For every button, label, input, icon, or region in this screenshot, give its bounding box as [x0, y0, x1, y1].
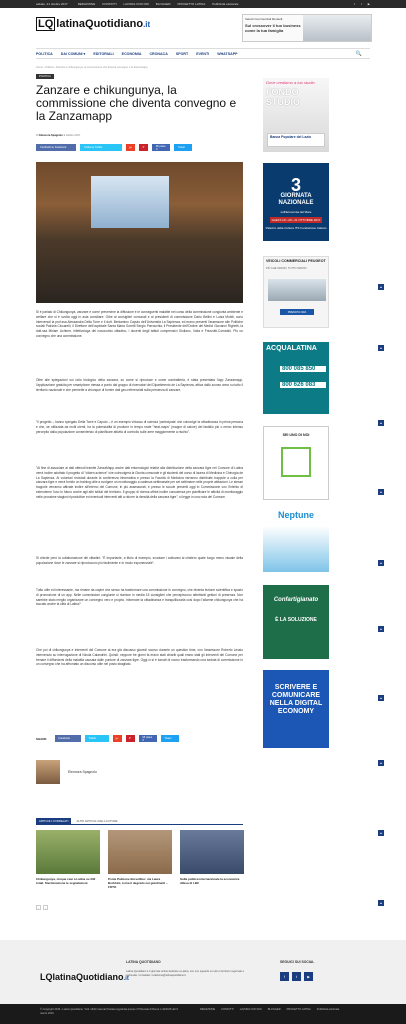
ad3-title: VEICOLI COMMERCIALI PEUGEOT [266, 259, 326, 263]
scroll-up-button[interactable]: ▲ [379, 696, 383, 700]
paragraph-7: Che poi di chikungunya e interventi del Comune ai era già discusso giovedì scorso durante un question time, con l'assessore Roberto Lessio intervenuto su interrogazione di Nicola Calandrini. Quindi, neppure tre giorni fa erano stati chiariti quali erano stati gli interventi del Comune per frenare il diffondersi della malattia causata dalle punture di zanzara tigre. Oggi ci si è tornati di nuovo trasformando una seduta di commissione in un convegno che ha affrontato un discorso utile nel posto sbagliato. [36, 648, 243, 667]
ad1-bank: Banca Popolare del Lazio [267, 133, 325, 147]
top-ad-text [243, 15, 303, 41]
ad1-title: FONDO STUDIO [266, 87, 301, 107]
share-bottom [36, 735, 179, 742]
ad5-title: SEI UNO DI NOI [282, 433, 310, 437]
next-button[interactable]: › [45, 905, 46, 910]
nav-politica[interactable]: POLITICA [36, 51, 53, 56]
footer-links [200, 1008, 339, 1011]
footer-facebook-icon[interactable]: f [280, 972, 289, 981]
share-bottom-tweet[interactable]: Tweet [161, 735, 179, 742]
paragraph-1: Si è parlato di Chikungunya, zanzare e come prevenirne la diffusione e le conseguenti malattie nel corso della commissione congiunta ambiente e welfare che si è svolta oggi in aula consiliare. Oltre ai consiglieri comunali e ai presidenti di commissione Dario Bellini e Luisa Mobili, sono intervenuti la prof.ssa Alessandra Della Torre e il dott. Beniamino Caputo dell'Università La Sapienza, ed erano presenti l'assessore alle Politiche sociali Patrizia Ciccarelli, il Direttore dell'ospedale Santa Maria Goretti Sergio Parrocchia, il Presidente dell'Ordine dei Medici Giovanni Righetti, la dott.ssa Miriam Lichtner, infettivologa del nosocomio cittadino, i docenti degli istituti comprensivi Giuliano, Volta e Frezzotti-Corradini. Più un convegno che una commissione. [36, 310, 243, 338]
facebook-like-button[interactable]: Mi piace 0 [152, 144, 170, 151]
paragraph-3: "Il progetto – hanno spiegato Della Torre e Caputo – è un esempio virtuoso di scienza 'partecipata' che coinvolge la cittadinanza in prima persona e che, se utilizzata da molti utenti, ha la potenzialità di produrre in tempo reale "heat-maps" (mappe di calore) del fastidio più o meno intenso percepito dalla popolazione consentendo di pianificare attività di controllo sulle aree maggiormente a rischio". [36, 420, 243, 434]
share-bottom-twitter[interactable]: Twitter [85, 735, 109, 742]
house-icon [281, 447, 311, 477]
scroll-up-button[interactable]: ▲ [379, 285, 383, 289]
header [36, 14, 370, 42]
related-thumb[interactable] [108, 830, 172, 874]
top-links [78, 2, 245, 6]
article-meta [36, 134, 80, 137]
ad6-title: Neptune [278, 510, 314, 520]
prev-button[interactable]: ‹ [38, 905, 39, 910]
footer-social-title: SEGUICI SUI SOCIAL [280, 960, 315, 964]
main-nav [36, 48, 370, 59]
footer-logo-tld: .it [123, 976, 129, 982]
scroll-up-button[interactable]: ▲ [379, 490, 383, 494]
share-label: SHARE [36, 736, 47, 741]
top-link-pubblicita[interactable]: Pubblicità elettorale [212, 2, 239, 6]
paragraph-5: Si chiede però la collaborazione dei cittadini: "È importante, a titolo di esempio, svuotare i sottovasi al cimitero quale luogo meno visuale della popolazione dove le zanzare si riproducono più facilmente e in modo esponenziale". [36, 556, 243, 565]
footer-social [280, 972, 313, 981]
nav-cronaca[interactable]: CRONACA [149, 51, 168, 56]
top-banner-ad[interactable] [242, 14, 372, 42]
tab-related[interactable]: ARTICOLI CORRELATI [36, 818, 71, 824]
footer-logo-lq: LQ [40, 972, 53, 982]
breadcrumb[interactable]: Home › Politica › Zanzare e chikungunya, la commissione che diventa convegno e la Zanzamapp [36, 66, 148, 69]
copyright: © Copyright 2016 - Latina Quotidiano. Tutti i diritti riservati Testata registrata presso il Tribunale di Roma n.44/2016 del 9 marzo 2016 [40, 1008, 178, 1015]
nav-economia[interactable]: ECONOMIA [121, 51, 142, 56]
ad2-place: Palazzo della Cultura ITS Fondazione Caboto [265, 226, 327, 230]
footer-bar [0, 1004, 406, 1024]
footer-link-pubblicita[interactable]: Pubblicità elettorale [316, 1008, 340, 1011]
paragraph-2: Oltre alle spiegazioni sul ciclo biologico della zanzara, su come si riproduce e come combatterla, è stata presentata l'app Zanzamapp, l'applicazione gratuita per smartphone messa a punto dal gruppo di ricercatori del Dipartimento de La Sapienza, attiva dallo scorso anno su tutto il territorio nazionale e che permette a chiunque di fornire dati geo-referenziati sulla presenza di zanzare. [36, 378, 243, 392]
related-pager [36, 905, 48, 910]
ad7-title: Confartigianato [273, 597, 319, 603]
footer-logo[interactable] [40, 972, 129, 982]
footer-about-title: LATINA QUOTIDIANO [126, 960, 161, 964]
share-bottom-facebook[interactable]: Facebook [55, 735, 81, 742]
scroll-up-button[interactable]: ▲ [379, 421, 383, 425]
share-facebook-button[interactable]: Condividi su Facebook [36, 144, 76, 151]
sidebar-ad-sei-uno-di-noi[interactable] [263, 426, 329, 500]
scroll-up-button[interactable]: ▲ [379, 761, 383, 765]
share-bottom-pinterest[interactable]: P [126, 735, 135, 742]
scroll-up-button[interactable]: ▲ [379, 901, 383, 905]
footer-logo-name: latinaQuotidiano [52, 972, 124, 982]
footer-link-blogger[interactable]: BLOGGER [267, 1008, 281, 1011]
ad7-sub: È LA SOLUZIONE [275, 617, 317, 623]
ad4-title: ACQUALATINA [266, 345, 317, 352]
share-twitter-button[interactable]: Twitta su Twitter [80, 144, 122, 151]
author-box-name[interactable]: Eleonora Spagnolo [68, 770, 97, 774]
footer-twitter-icon[interactable]: t [292, 972, 301, 981]
share-pinterest-button[interactable]: P [139, 144, 148, 151]
scroll-up-button[interactable]: ▲ [379, 561, 383, 565]
youtube-icon[interactable]: ▶ [367, 2, 370, 6]
scroll-up-button[interactable]: ▲ [379, 627, 383, 631]
share-bottom-like[interactable]: Mi piace 0 [139, 735, 157, 742]
sidebar-ad-giornata[interactable] [263, 163, 329, 241]
paragraph-4: "Al fine di associare ai dati ottenuti tramite ZanzaMapp anche dati entomologici relativi alla distribuzione della zanzara tigre nel Comune di Latina verrà inoltre adottato il progetto di "citizen-science" che coinvolgerà la Giunta comunale e gli studenti del corso di laurea di Medicina e Chirurgia de La Sapienza. Ai volontari reclutati durante la conferenza informativa e presso la Facoltà di Medicina verranno distribuite trappole a colla per zanzara tigre e verrà fornito un training utile a svolgere un monitoraggio a cadenza settimanale per sei settimane nelle proprie abitazioni. Le stesse trappole verranno attivate inoltre all'interno del Comune, in più assessorati, e presso le scuole presenti oggi in Commissione con l'intento di estenderne l'uso in futuro anche agli altri istituti del territorio. Il gruppo di ricerca offrirà inoltre consulenza per pianificare le attività di monitoraggio nelle prossime stagioni riproduttive ed eventuali interventi atti a ridurre la densità della zanzara tigre", si legge in una nota del Comune. [36, 466, 243, 499]
sidebar-ad-acqualatina[interactable] [263, 342, 329, 414]
logo-tld: .it [143, 20, 151, 29]
top-link-progetto[interactable]: PROGETTO LATINA [177, 2, 206, 6]
footer-about-text: Latina Quotidiano è il giornale online dedicato a Latina, con uno sguardo su tutto il territorio regionale e nazionale. Contattaci: redazione@latinaquotidiano.it [126, 970, 245, 977]
top-bar [0, 0, 406, 8]
ad1-tagline: Dove crediamo a tuo studio [266, 80, 315, 85]
projection-screen [91, 176, 169, 228]
twitter-icon[interactable]: t [360, 2, 362, 6]
sidebar-ad-neptune[interactable] [263, 506, 329, 572]
sidebar-ad-peugeot[interactable] [263, 256, 329, 328]
author-prefix: Di [36, 134, 39, 137]
nav-eventi[interactable]: EVENTI [196, 51, 210, 56]
logo-name: latinaQuotidiano [56, 18, 144, 30]
sidebar-ad-fondo-studio[interactable] [263, 78, 329, 152]
author-box [36, 758, 243, 786]
ad2-line2: NAZIONALE [278, 200, 314, 206]
top-link-blogger[interactable]: BLOGGER [155, 2, 171, 6]
top-link-lavora[interactable]: LAVORA CON NOI [123, 2, 149, 6]
nav-dai-comuni[interactable]: DAI COMUNI ▾ [60, 51, 86, 56]
share-top [36, 144, 192, 151]
related-item[interactable] [180, 830, 244, 885]
top-ad-image [303, 15, 371, 41]
ad2-line3: sull'Economia del Mare [280, 210, 312, 214]
share-gplus-button[interactable]: g+ [126, 144, 135, 151]
top-social [354, 2, 370, 6]
ad3-sub: PIÙ CHE SPAZIO, TUTTO SPAZIO [266, 267, 307, 270]
category-badge[interactable]: POLITICA [36, 74, 54, 79]
nav-whatsapp[interactable]: WHATSAPP [217, 51, 238, 56]
ad3-car-image [268, 279, 326, 301]
top-link-contatti[interactable]: CONTATTI [102, 2, 117, 6]
related-thumb[interactable] [36, 830, 100, 874]
date: sabato, 21 ottobre 2017 [36, 2, 68, 6]
ad2-num: 3 [290, 175, 301, 195]
related-item[interactable] [108, 830, 172, 889]
top-link-redazione[interactable]: REDAZIONE [77, 2, 96, 6]
facebook-icon[interactable]: f [354, 2, 355, 6]
nav-editoriali[interactable]: EDITORIALI [93, 51, 114, 56]
tab-author-articles[interactable]: ALTRI ARTICOLI DELL'AUTORE [76, 819, 118, 823]
footer-link-lavora[interactable]: LAVORA CON NOI [239, 1008, 262, 1011]
sidebar-ad-digital-economy[interactable] [263, 670, 329, 748]
footer-link-contatti[interactable]: CONTATTI [221, 1008, 234, 1011]
scroll-up-button[interactable]: ▲ [379, 346, 383, 350]
sidebar-ad-confartigianato[interactable] [263, 585, 329, 659]
related-caption[interactable]: Chikungunya, cinque casi a Latina su 232 totali. Sterminazione le segnalazioni [36, 877, 96, 885]
ad4-num1: 800 085 850 [280, 366, 326, 372]
ad8-text: SCRIVERE E COMUNICARE NELLA DIGITAL ECONOMY [269, 684, 323, 715]
article-photo [36, 162, 243, 303]
article-date: 9 ottobre 2017 [63, 134, 81, 137]
related-item[interactable] [36, 830, 100, 885]
avatar[interactable] [36, 760, 60, 784]
nav-sport[interactable]: SPORT [175, 51, 189, 56]
site-logo[interactable] [36, 18, 150, 30]
footer-link-redazione[interactable]: REDAZIONE [200, 1008, 216, 1011]
scroll-up-button[interactable]: ▲ [379, 831, 383, 835]
footer-youtube-icon[interactable]: ▶ [304, 972, 313, 981]
author-link[interactable]: Eleonora Spagnolo [39, 134, 63, 137]
divider [36, 824, 243, 825]
share-bottom-gplus[interactable]: g+ [113, 735, 122, 742]
related-caption[interactable]: Ponte Palmone Borsellino: via Laura Borbhini, torna il degrado nei giardinetti – FOTO [108, 877, 168, 889]
search-icon[interactable]: 🔍 [355, 50, 362, 57]
logo-lq: LQ [38, 18, 54, 30]
article-title: Zanzare e chikungunya, la commissione che diventa convegno e la Zanzamapp [36, 83, 237, 123]
ad4-num2: 800 626 083 [280, 382, 326, 388]
related-caption[interactable]: Sulla politica internazionale la economica difesa di LBC [180, 877, 240, 885]
ad2-line1: GIORNATA [280, 193, 312, 199]
ad2-dates: GAETA 19 • 20 • 21 OTTOBRE 2017 [271, 218, 321, 222]
top-ad-small: Veicoli Commerciali Renault [245, 17, 283, 21]
tweet-button[interactable]: Tweet [174, 144, 192, 151]
related-thumb[interactable] [180, 830, 244, 874]
footer-link-progetto[interactable]: PROGETTO LATINA [286, 1008, 311, 1011]
top-ad-headline: Sul crossover il tuo business come la tua famiglia [245, 23, 301, 33]
paragraph-6: Tutto utile ed interessante, ma rimane da capire che senso ha trasformare una commissione in convegno, che diventa lezione scientifica e spazio di promozione di un app. Nelle commissioni congiunte si riunisce in media 15 consiglieri che percepiscono altrettanti gettoni di presenza. Non sarebbe stato meglio organizzare un convegno vero e proprio, informare la cittadinanza e tranquillizzarla così dopo l'allarme chikungunya che ha toccato anche la città di Latina? [36, 588, 243, 607]
ad3-button[interactable]: PRENOTA ORA [280, 309, 314, 315]
